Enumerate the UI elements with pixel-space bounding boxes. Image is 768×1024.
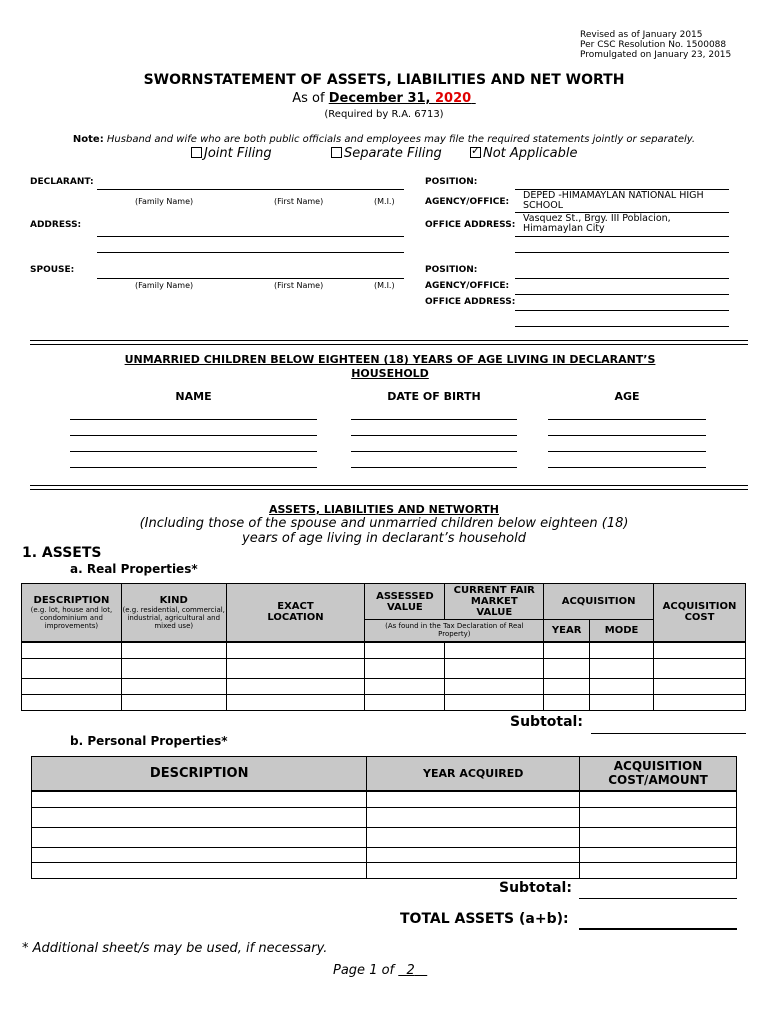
table-cell[interactable] [544, 642, 590, 659]
table-cell[interactable] [580, 791, 737, 808]
table-cell[interactable] [365, 695, 445, 711]
total-assets-label: TOTAL ASSETS (a+b): [400, 911, 569, 927]
table-cell[interactable] [590, 679, 654, 695]
children-title [0, 353, 768, 381]
revised-text: Revised as of January 2015 [580, 30, 703, 40]
child-name-field[interactable] [70, 467, 317, 468]
alnw-subtitle-line1: (Including those of the spouse and unmarried children below eighteen (18) [139, 516, 629, 531]
th-acquisition: ACQUISITION [544, 584, 654, 620]
first-name-caption: (First Name) [274, 197, 324, 206]
th-assessed: ASSESSED VALUE [365, 584, 445, 620]
real-properties-heading: a. Real Properties* [70, 562, 198, 576]
note-label: Note: [72, 134, 104, 145]
table-cell[interactable] [22, 659, 122, 679]
spouse-agency-field[interactable] [515, 294, 729, 295]
spouse-office-address-field-line2[interactable] [515, 326, 729, 327]
table-cell[interactable] [544, 659, 590, 679]
table-cell[interactable] [367, 791, 580, 808]
agency-value: DEPED -HIMAMAYLAN NATIONAL HIGH SCHOOL [523, 190, 704, 211]
table-cell[interactable] [121, 659, 226, 679]
spouse-agency-label: AGENCY/OFFICE: [425, 281, 510, 291]
th-description [22, 584, 122, 642]
table-cell[interactable] [445, 642, 544, 659]
personal-subtotal-field[interactable] [579, 898, 737, 899]
table-cell[interactable] [445, 659, 544, 679]
child-age-field[interactable] [548, 435, 706, 436]
spouse-office-address-label: OFFICE ADDRESS: [425, 297, 516, 307]
table-cell[interactable] [121, 679, 226, 695]
table-cell[interactable] [654, 679, 746, 695]
table-cell[interactable] [365, 659, 445, 679]
table-cell[interactable] [226, 659, 365, 679]
spouse-first-name-caption: (First Name) [274, 281, 324, 290]
table-cell[interactable] [365, 642, 445, 659]
table-cell[interactable] [22, 642, 122, 659]
table-cell[interactable] [654, 659, 746, 679]
page-prefix: Page 1 of [333, 963, 399, 978]
th-pp-cost: ACQUISITION COST/AMOUNT [580, 757, 737, 791]
table-cell[interactable] [654, 695, 746, 711]
table-cell[interactable] [367, 828, 580, 848]
children-title-line1: UNMARRIED CHILDREN BELOW EIGHTEEN (18) YEARS OF AGE LIVING IN DECLARANT’S [124, 353, 656, 366]
child-dob-field[interactable] [351, 435, 517, 436]
th-kind [121, 584, 226, 642]
th-pp-description: DESCRIPTION [32, 757, 367, 791]
table-cell[interactable] [226, 679, 365, 695]
table-row [22, 659, 746, 679]
alnw-subtitle-line2: years of age living in declarant’s household [242, 531, 526, 546]
table-cell[interactable] [22, 679, 122, 695]
th-fair-market: CURRENT FAIR MARKET VALUE [445, 584, 544, 620]
th-value-note [365, 620, 544, 642]
table-row [32, 808, 737, 828]
section-divider [30, 340, 748, 345]
col-dob-header: DATE OF BIRTH [387, 390, 481, 403]
required-text: (Required by R.A. 6713) [324, 109, 444, 120]
table-row [32, 791, 737, 808]
table-row [22, 679, 746, 695]
th-acq-cost: ACQUISITION COST [654, 584, 746, 642]
page-total-text: 2 [406, 963, 415, 978]
child-age-field[interactable] [548, 419, 706, 420]
th-kind-text: KIND [159, 594, 188, 606]
note-text: Husband and wife who are both public officials and employees may file the required statements jointly or separately. [106, 134, 696, 145]
table-cell[interactable] [121, 642, 226, 659]
table-cell[interactable] [121, 695, 226, 711]
table-cell[interactable] [590, 642, 654, 659]
child-dob-field[interactable] [351, 451, 517, 452]
assets-heading: 1. ASSETS [22, 545, 102, 561]
as-of-date-text: December 31, [328, 91, 436, 106]
col-name-header: NAME [175, 390, 212, 403]
child-dob-field[interactable] [351, 419, 517, 420]
alnw-title: ASSETS, LIABILITIES AND NETWORTH [269, 503, 499, 516]
personal-subtotal-label: Subtotal: [499, 880, 572, 896]
table-cell[interactable] [367, 808, 580, 828]
table-cell[interactable] [22, 695, 122, 711]
table-cell[interactable] [32, 848, 367, 863]
address-label: ADDRESS: [30, 220, 82, 230]
th-pp-year: YEAR ACQUIRED [367, 757, 580, 791]
table-cell[interactable] [580, 863, 737, 879]
th-description-note: (e.g. lot, house and lot, condominium and improvements) [30, 605, 113, 630]
table-cell[interactable] [226, 695, 365, 711]
spouse-mi-caption: (M.I.) [374, 281, 395, 290]
footnote: * Additional sheet/s may be used, if necessary. [22, 941, 328, 956]
family-name-caption: (Family Name) [135, 197, 194, 206]
section-divider [30, 485, 748, 490]
declarant-field[interactable] [97, 189, 404, 190]
child-age-field[interactable] [548, 467, 706, 468]
table-cell[interactable] [32, 863, 367, 879]
child-name-field[interactable] [70, 435, 317, 436]
spouse-position-label: POSITION: [425, 265, 478, 275]
as-of-line [0, 91, 768, 106]
table-cell[interactable] [590, 695, 654, 711]
real-subtotal-field[interactable] [591, 733, 746, 734]
position-label: POSITION: [425, 177, 478, 187]
table-cell[interactable] [590, 659, 654, 679]
filing-option-joint[interactable] [191, 146, 272, 161]
table-cell[interactable] [365, 679, 445, 695]
table-row [22, 642, 746, 659]
office-address-label: OFFICE ADDRESS: [425, 220, 516, 230]
spouse-office-address-field-line1[interactable] [515, 310, 729, 311]
checkbox-icon[interactable] [191, 147, 202, 158]
table-cell[interactable] [367, 848, 580, 863]
filing-option-label: Not Applicable [483, 146, 578, 161]
address-field-line2[interactable] [97, 252, 404, 253]
table-cell[interactable] [445, 679, 544, 695]
table-row [32, 828, 737, 848]
table-cell[interactable] [32, 808, 367, 828]
table-row [32, 848, 737, 863]
col-age-header: AGE [614, 390, 640, 403]
page-number [333, 963, 427, 978]
checked-checkbox-icon[interactable] [470, 147, 481, 158]
spouse-label: SPOUSE: [30, 265, 75, 275]
office-address-field-line2[interactable] [515, 252, 729, 253]
declarant-label: DECLARANT: [30, 177, 94, 187]
child-age-field[interactable] [548, 451, 706, 452]
th-location: EXACT LOCATION [226, 584, 365, 642]
table-cell[interactable] [544, 695, 590, 711]
table-cell[interactable] [226, 642, 365, 659]
table-row [32, 863, 737, 879]
as-of-prefix: As of [292, 91, 329, 106]
note-line [0, 134, 768, 145]
office-address-value: Vasquez St., Brgy. III Poblacion, Himamaylan City [523, 213, 671, 234]
resolution-text: Per CSC Resolution No. 1500088 [580, 40, 727, 50]
filing-option-not-applicable[interactable] [470, 146, 578, 161]
table-cell[interactable] [654, 642, 746, 659]
filing-option-separate[interactable] [331, 146, 442, 161]
filing-option-label: Joint Filing [204, 146, 272, 161]
as-of-year: 2020 [435, 91, 472, 106]
th-kind-note: (e.g. residential, commercial, industrial, agricultural and mixed use) [122, 605, 225, 630]
alnw-subtitle [0, 516, 768, 546]
office-address-field-line1[interactable] [515, 236, 729, 237]
spouse-field[interactable] [97, 278, 404, 279]
table-row [22, 695, 746, 711]
personal-properties-table [31, 756, 737, 879]
th-mode: MODE [590, 620, 654, 642]
child-dob-field[interactable] [351, 467, 517, 468]
address-field-line1[interactable] [97, 236, 404, 237]
spouse-family-name-caption: (Family Name) [135, 281, 194, 290]
personal-properties-heading: b. Personal Properties* [70, 734, 228, 748]
table-cell[interactable] [580, 848, 737, 863]
real-properties-table [21, 583, 746, 711]
promulgated-text: Promulgated on January 23, 2015 [580, 50, 732, 60]
th-year: YEAR [544, 620, 590, 642]
real-subtotal-label: Subtotal: [510, 714, 583, 730]
checkbox-icon[interactable] [331, 147, 342, 158]
table-cell[interactable] [32, 828, 367, 848]
spouse-position-field[interactable] [515, 278, 729, 279]
table-cell[interactable] [367, 863, 580, 879]
child-name-field[interactable] [70, 419, 317, 420]
table-cell[interactable] [32, 791, 367, 808]
table-cell[interactable] [445, 695, 544, 711]
filing-option-label: Separate Filing [344, 146, 442, 161]
mi-caption: (M.I.) [374, 197, 395, 206]
th-description-text: DESCRIPTION [33, 594, 110, 606]
table-cell[interactable] [544, 679, 590, 695]
agency-label: AGENCY/OFFICE: [425, 197, 510, 207]
page-total [398, 963, 427, 978]
child-name-field[interactable] [70, 451, 317, 452]
th-value-note-text: (As found in the Tax Declaration of Real Property) [385, 622, 524, 639]
as-of-date [329, 91, 476, 106]
children-title-line2: HOUSEHOLD [351, 367, 429, 380]
revision-info [580, 30, 731, 60]
total-assets-field[interactable] [579, 928, 737, 930]
table-cell[interactable] [580, 808, 737, 828]
form-title: SWORNSTATEMENT OF ASSETS, LIABILITIES AND NET WORTH [143, 72, 625, 88]
table-cell[interactable] [580, 828, 737, 848]
